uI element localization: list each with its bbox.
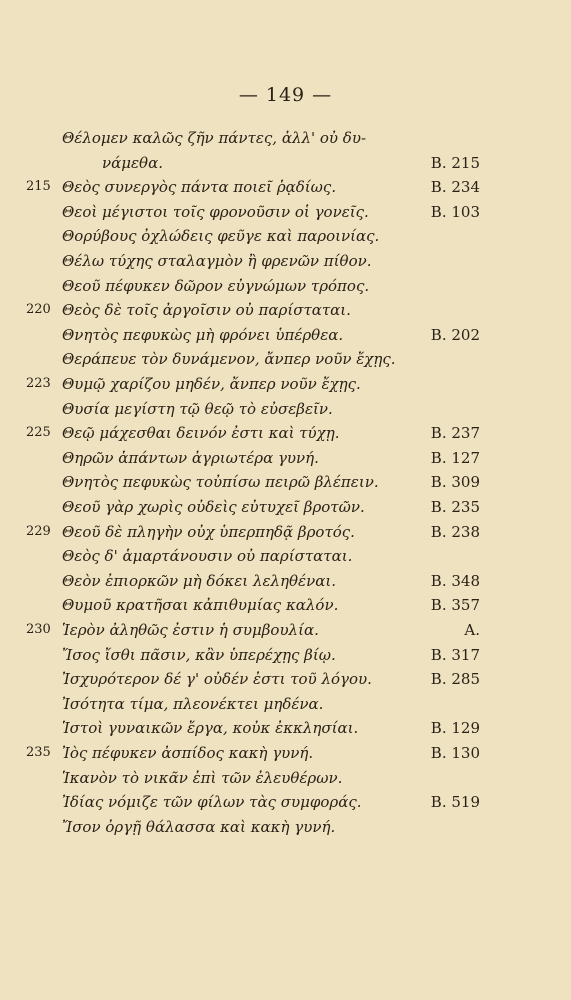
verse-reference: B. 127 <box>430 448 480 467</box>
verse-reference: B. 129 <box>430 719 480 738</box>
verse-line <box>0 495 571 519</box>
verse-text: Ἰὸς πέφυκεν ἀσπίδος κακὴ γυνή. <box>62 744 314 762</box>
verse-text: Θνητὸς πεφυκὼς τοὐπίσω πειρῶ βλέπειν. <box>62 473 379 492</box>
verse-line <box>0 175 571 199</box>
verse-line <box>0 323 571 347</box>
verse-reference: B. 103 <box>430 202 480 221</box>
verse-line <box>0 520 571 544</box>
verse-line <box>0 643 571 667</box>
verse-line <box>0 421 571 445</box>
verse-text: Θεὸς δ' ἁμαρτάνουσιν οὐ παρίσταται. <box>62 547 353 566</box>
verse-text: Θέλω τύχης σταλαγμὸν ἢ φρενῶν πίθον. <box>62 252 372 270</box>
verse-text: Θεὸς δὲ τοῖς ἀργοῖσιν οὐ παρίσταται. <box>62 301 351 320</box>
verse-line <box>0 692 571 716</box>
verse-line <box>0 766 571 790</box>
verse-text: Θέλομεν καλῶς ζῆν πάντες, ἀλλ' οὐ δυ- <box>62 129 367 147</box>
verse-reference: B. 285 <box>430 670 480 689</box>
verse-reference: B. 234 <box>430 178 480 197</box>
verse-reference: A. <box>464 621 480 639</box>
verse-reference: B. 309 <box>430 473 480 492</box>
verse-line <box>0 126 571 150</box>
verse-text: Ἴσος ἴσθι πᾶσιν, κἂν ὑπερέχῃς βίῳ. <box>62 645 336 664</box>
verse-reference: B. 317 <box>430 645 480 664</box>
verse-reference: B. 519 <box>430 793 480 812</box>
line-number: 235 <box>26 745 51 760</box>
verse-text: Θεοῦ πέφυκεν δῶρον εὐγνώμων τρόπος. <box>62 276 370 295</box>
line-number: 229 <box>26 523 51 539</box>
verse-line <box>0 200 571 224</box>
verse-line <box>0 470 571 494</box>
verse-text: Θυμοῦ κρατῆσαι κἀπιθυμίας καλόν. <box>62 596 339 615</box>
verse-text: Θυσία μεγίστη τῷ θεῷ τὸ εὐσεβεῖν. <box>62 399 333 418</box>
line-number: 220 <box>26 302 51 318</box>
verse-text: Θεὸς συνεργὸς πάντα ποιεῖ ῥᾳδίως. <box>62 178 337 197</box>
verse-line <box>0 716 571 740</box>
verse-reference: B. 238 <box>430 522 480 541</box>
verse-text: Ἱερὸν ἀληθῶς ἐστιν ἡ συμβουλία. <box>62 621 319 639</box>
verse-line <box>0 151 571 175</box>
verse-text: Ἱστοὶ γυναικῶν ἔργα, κοὐκ ἐκκλησίαι. <box>62 719 359 738</box>
verse-line <box>0 667 571 691</box>
verse-text: Ἱκανὸν τὸ νικᾶν ἐπὶ τῶν ἐλευθέρων. <box>62 768 343 787</box>
line-number: 215 <box>26 179 51 195</box>
verse-text: Θυμῷ χαρίζου μηδέν, ἄνπερ νοῦν ἔχῃς. <box>62 375 361 393</box>
page-number: — 149 — <box>238 84 333 106</box>
verse-text: Θεῷ μάχεσθαι δεινόν ἐστι καὶ τύχῃ. <box>62 424 340 443</box>
verse-line <box>0 224 571 248</box>
verse-line <box>0 790 571 814</box>
verse-line <box>0 815 571 839</box>
verse-text: Ἰσότητα τίμα, πλεονέκτει μηδένα. <box>62 694 324 713</box>
verse-reference: B. 237 <box>430 424 480 443</box>
verse-text: Θηρῶν ἁπάντων ἀγριωτέρα γυνή. <box>62 448 319 467</box>
verse-line <box>0 593 571 617</box>
verse-line <box>0 397 571 421</box>
verse-line <box>0 298 571 322</box>
line-number: 230 <box>26 622 51 637</box>
verse-line <box>0 569 571 593</box>
verse-line <box>0 741 571 765</box>
verse-text: Θεοὶ μέγιστοι τοῖς φρονοῦσιν οἱ γονεῖς. <box>62 202 369 221</box>
verse-reference: B. 130 <box>430 744 480 762</box>
verse-line <box>0 347 571 371</box>
verse-line <box>0 372 571 396</box>
line-number: 223 <box>26 376 51 391</box>
verse-text: Θνητὸς πεφυκὼς μὴ φρόνει ὑπέρθεα. <box>62 325 344 344</box>
verse-text: Θεὸν ἐπιορκῶν μὴ δόκει λεληθέναι. <box>62 571 336 590</box>
verse-line <box>0 249 571 273</box>
verse-text: Θορύβους ὀχλώδεις φεῦγε καὶ παροινίας. <box>62 227 380 246</box>
verse-reference: B. 215 <box>430 153 480 172</box>
verse-line <box>0 446 571 470</box>
verse-line <box>0 544 571 568</box>
verse-text: Ἰσχυρότερον δέ γ' οὐδέν ἐστι τοῦ λόγου. <box>62 670 372 689</box>
verse-text: Θεράπευε τὸν δυνάμενον, ἄνπερ νοῦν ἔχῃς. <box>62 350 396 369</box>
verse-line <box>0 274 571 298</box>
verse-text: Ἴσον ὀργῇ θάλασσα καὶ κακὴ γυνή. <box>62 817 336 836</box>
verse-reference: B. 235 <box>430 498 480 516</box>
verse-reference: B. 202 <box>430 325 480 344</box>
verse-reference: B. 357 <box>430 596 480 615</box>
verse-reference: B. 348 <box>430 571 480 590</box>
verse-line <box>0 618 571 642</box>
verse-text: Θεοῦ γὰρ χωρὶς οὐδεὶς εὐτυχεῖ βροτῶν. <box>62 498 365 516</box>
verse-text: Θεοῦ δὲ πληγὴν οὐχ ὑπερπηδᾷ βροτός. <box>62 522 355 541</box>
verse-text: Ἰδίας νόμιζε τῶν φίλων τὰς συμφοράς. <box>62 793 362 812</box>
line-number: 225 <box>26 425 51 441</box>
verse-text: νάμεθα. <box>102 153 163 172</box>
